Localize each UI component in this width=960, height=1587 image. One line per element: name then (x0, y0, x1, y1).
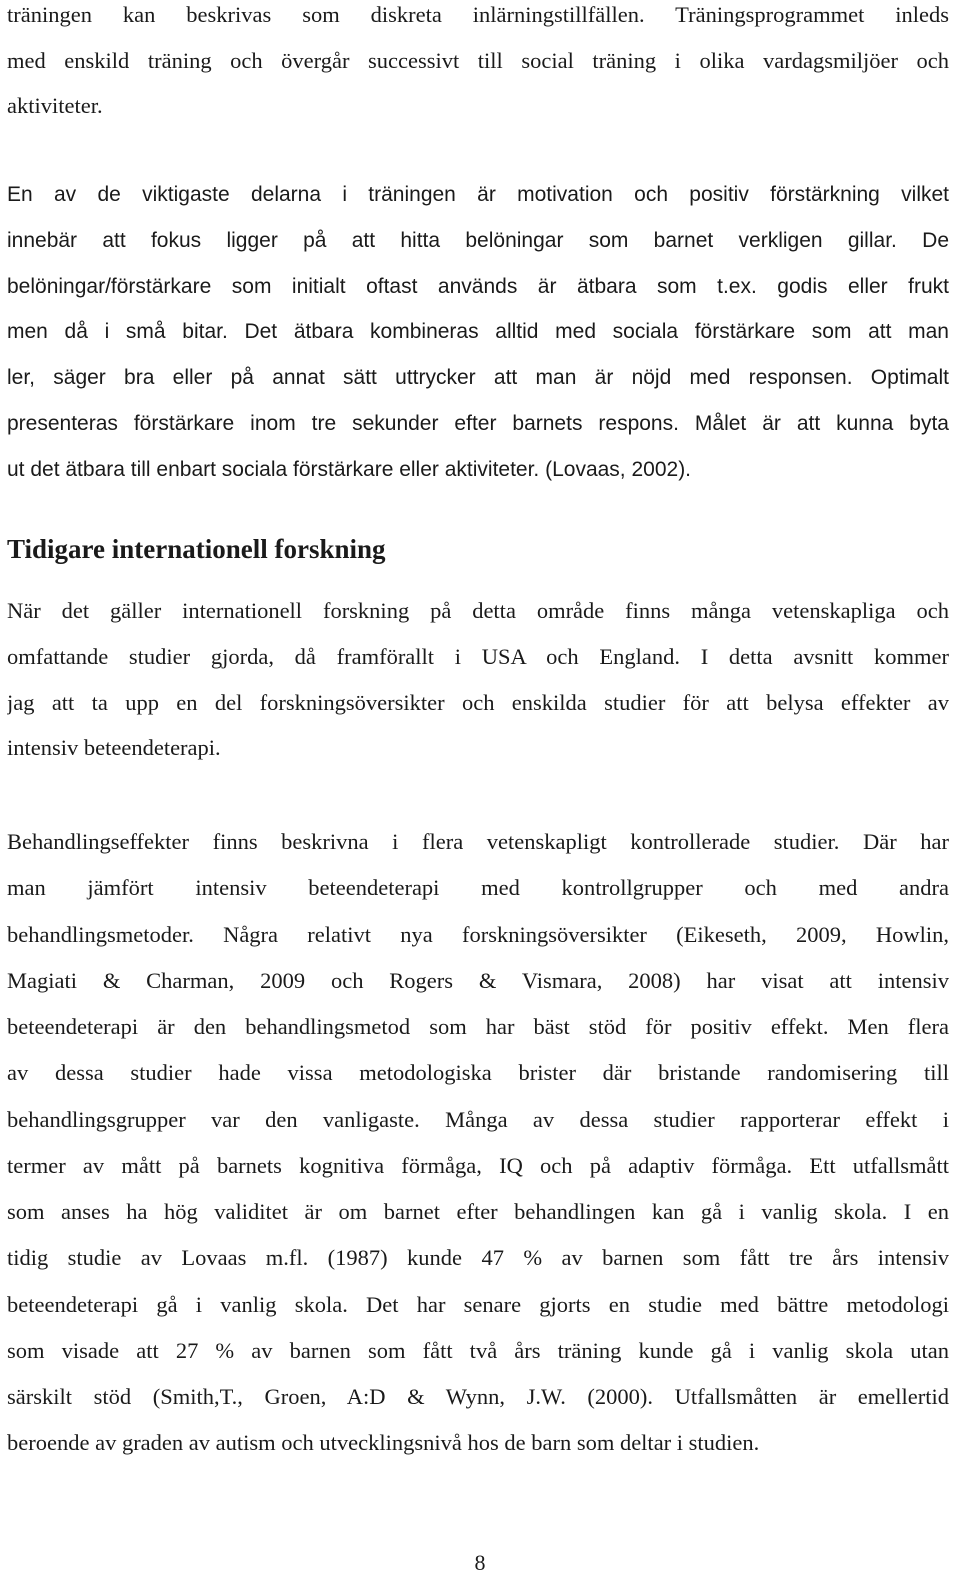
text-line: beroende av graden av autism och utvecklingsnivå hos de barn som deltar i studien. (7, 1430, 760, 1456)
text-line: omfattande studier gjorda, då framförallt i USA och England. I detta avsnitt kommer (7, 643, 949, 669)
text-line: med enskild träning och övergår successivt till social träning i olika vardagsmiljöer och (7, 47, 949, 73)
text-line: som anses ha hög validitet är om barnet efter behandlingen kan gå i vanlig skola. I en (7, 1199, 949, 1224)
text-line: men då i små bitar. Det ätbara kombineras alltid med sociala förstärkare som att man (7, 320, 949, 344)
text-line: ler, säger bra eller på annat sätt uttrycker att man är nöjd med responsen. Optimalt (7, 366, 949, 390)
text-line: termer av mått på barnets kognitiva förmåga, IQ och på adaptiv förmåga. Ett utfallsmått (7, 1152, 949, 1178)
text-line: tidig studie av Lovaas m.fl. (1987) kunde 47 % av barnen som fått tre års intensiv (7, 1245, 949, 1271)
section-heading: Tidigare internationell forskning (7, 534, 386, 564)
text-line: När det gäller internationell forskning på detta område finns många vetenskapliga och (7, 598, 949, 623)
text-line: behandlingsgrupper var den vanligaste. Många av dessa studier rapporterar effekt i (7, 1106, 949, 1132)
text-line: aktiviteter. (7, 93, 103, 118)
text-line: särskilt stöd (Smith,T., Groen, A:D & Wynn, J.W. (2000). Utfallsmåtten är emellertid (7, 1384, 949, 1409)
text-line: man jämfört intensiv beteendeterapi med kontrollgrupper och med andra (7, 875, 949, 901)
text-line: beteendeterapi är den behandlingsmetod som har bäst stöd för positiv effekt. Men flera (7, 1014, 949, 1039)
text-line: ut det ätbara till enbart sociala förstärkare eller aktiviteter. (Lovaas, 2002). (7, 457, 692, 481)
text-line: presenteras förstärkare inom tre sekunder efter barnets respons. Målet är att kunna byta (7, 412, 949, 435)
text-line: intensiv beteendeterapi. (7, 735, 221, 761)
text-line: som visade att 27 % av barnen som fått två års träning kunde gå i vanlig skola utan (7, 1337, 949, 1363)
text-line: träningen kan beskrivas som diskreta inlärningstillfällen. Träningsprogrammet inleds (7, 2, 949, 27)
text-line: jag att ta upp en del forskningsöversikter och enskilda studier för att belysa effekter av (7, 689, 949, 715)
page-number: 8 (474, 1550, 486, 1575)
text-line: innebär att fokus ligger på att hitta belöningar som barnet verkligen gillar. De (7, 228, 949, 252)
text-line: Magiati & Charman, 2009 och Rogers & Vismara, 2008) har visat att intensiv (7, 967, 949, 993)
text-line: behandlingsmetoder. Några relativt nya forskningsöversikter (Eikeseth, 2009, Howlin, (7, 921, 949, 947)
text-line: belöningar/förstärkare som initialt oftast används är ätbara som t.ex. godis eller frukt (7, 274, 949, 298)
text-line: En av de viktigaste delarna i träningen är motivation och positiv förstärkning vilket (7, 183, 949, 206)
text-line: beteendeterapi gå i vanlig skola. Det har senare gjorts en studie med bättre metodologi (7, 1291, 949, 1317)
text-line: av dessa studier hade vissa metodologiska brister där bristande randomisering till (7, 1060, 949, 1086)
text-line: Behandlingseffekter finns beskrivna i flera vetenskapligt kontrollerade studier. Där har (7, 829, 949, 854)
